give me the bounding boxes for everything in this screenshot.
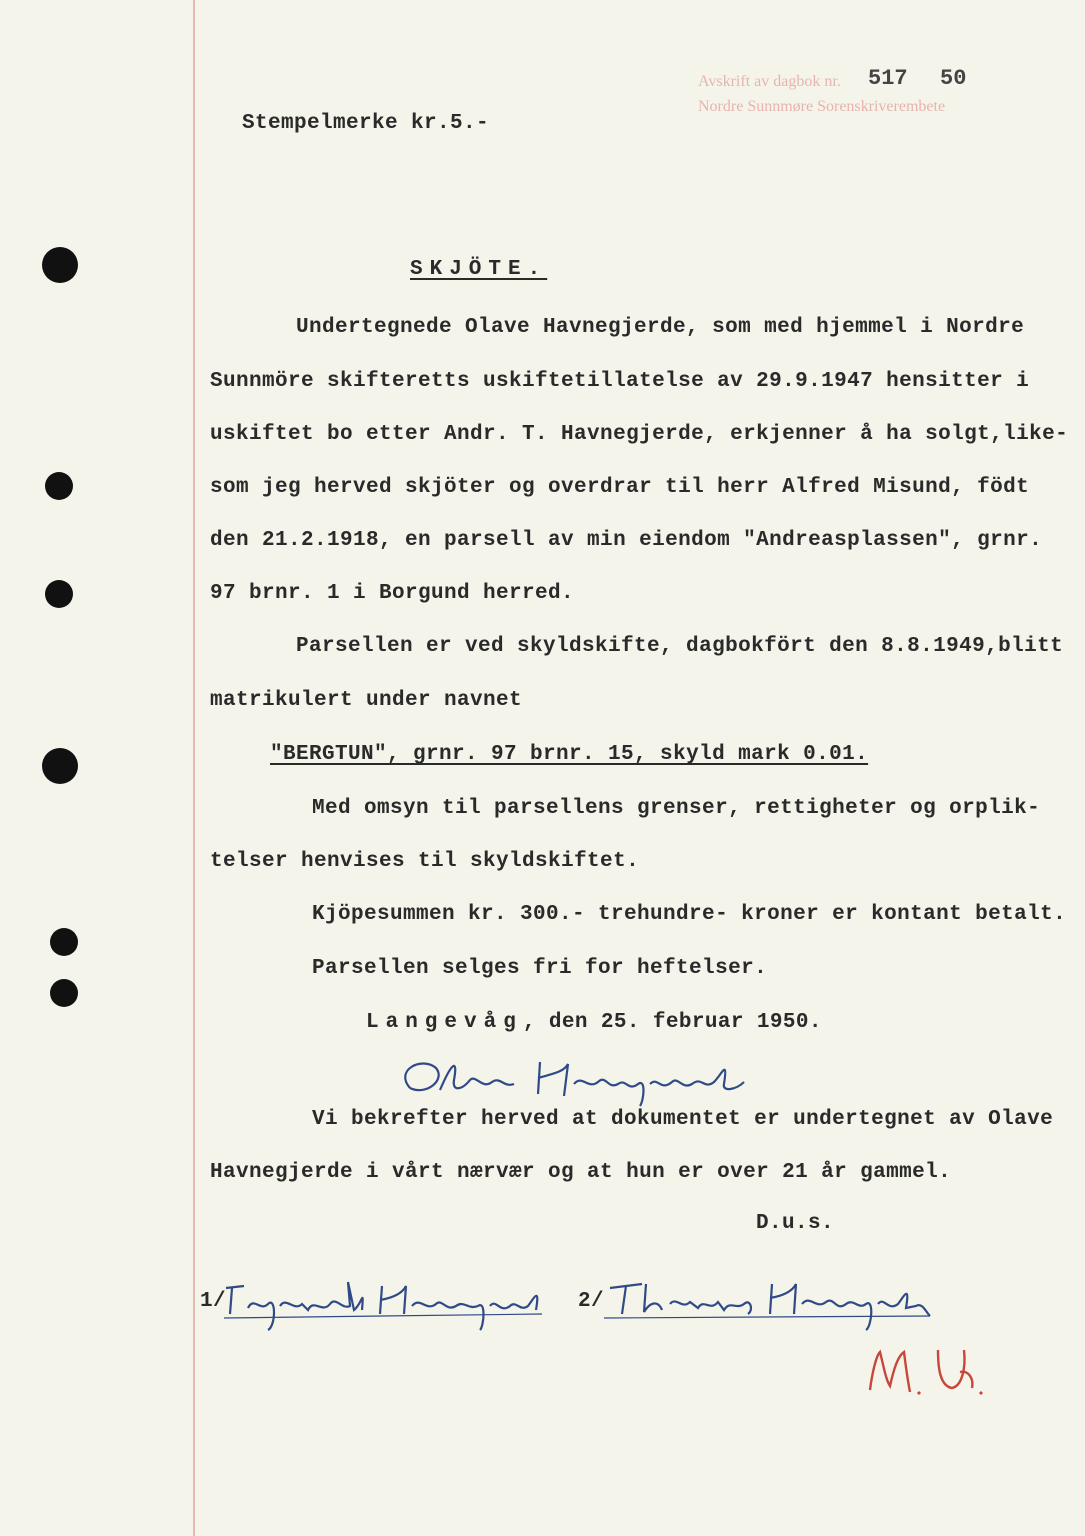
punch-hole [50, 928, 78, 956]
text-line: Vi bekrefter herved at dokumentet er undertegnet av Olave [312, 1108, 1054, 1131]
witness-label-2: 2/ [578, 1290, 605, 1313]
witness-signature-2 [604, 1272, 934, 1334]
punch-hole [42, 748, 78, 784]
text-line: Parsellen er ved skyldskifte, dagbokfört den 8.8.1949,blitt [296, 635, 1064, 658]
text-line: Undertegnede Olave Havnegjerde, som med hjemmel i Nordre [296, 316, 1025, 339]
place-name: Langevåg [366, 1011, 523, 1034]
punch-hole [45, 472, 73, 500]
registration-number: 517 [868, 66, 908, 91]
witness-signature-1 [224, 1274, 546, 1334]
text-line: Parsellen selges fri for heftelser. [312, 957, 768, 980]
margin-rule [193, 0, 195, 1536]
punch-hole [42, 247, 78, 283]
text-line: Havnegjerde i vårt nærvær og at hun er over 21 år gammel. [210, 1161, 952, 1184]
text-line: Med omsyn til parsellens grenser, rettigheter og orplik- [312, 797, 1041, 820]
text-line: 97 brnr. 1 i Borgund herred. [210, 582, 575, 605]
text-line: Sunnmöre skifteretts uskiftetillatelse av 29.9.1947 hensitter i [210, 370, 1030, 393]
text-line: Kjöpesummen kr. 300.- trehundre- kroner er kontant betalt. [312, 903, 1067, 926]
registration-stamp-line1: Avskrift av dagbok nr. [698, 73, 841, 90]
clerk-initials [862, 1338, 992, 1408]
property-name-line: "BERGTUN", grnr. 97 brnr. 15, skyld mark 0.01. [270, 743, 869, 766]
registration-year: 50 [940, 66, 967, 91]
text-line: som jeg herved skjöter og overdrar til herr Alfred Misund, födt [210, 476, 1030, 499]
punch-hole [50, 979, 78, 1007]
text-line: matrikulert under navnet [210, 689, 523, 712]
date-text: , den 25. februar 1950. [522, 1011, 822, 1034]
text-line: uskiftet bo etter Andr. T. Havnegjerde, erkjenner å ha solgt,like- [210, 423, 1069, 446]
stamp-duty: Stempelmerke kr.5.- [242, 112, 490, 135]
registration-stamp-line2: Nordre Sunnmøre Sorenskriverembete [698, 98, 946, 115]
place-date-line [366, 1011, 822, 1034]
punch-hole [45, 580, 73, 608]
text-line: den 21.2.1918, en parsell av min eiendom "Andreasplassen", grnr. [210, 529, 1043, 552]
closing-abbrev: D.u.s. [756, 1212, 835, 1235]
text-line: telser henvises til skyldskiftet. [210, 850, 640, 873]
document-title: SKJÖTE. [410, 258, 548, 281]
seller-signature [392, 1050, 772, 1110]
witness-label-1: 1/ [200, 1290, 227, 1313]
